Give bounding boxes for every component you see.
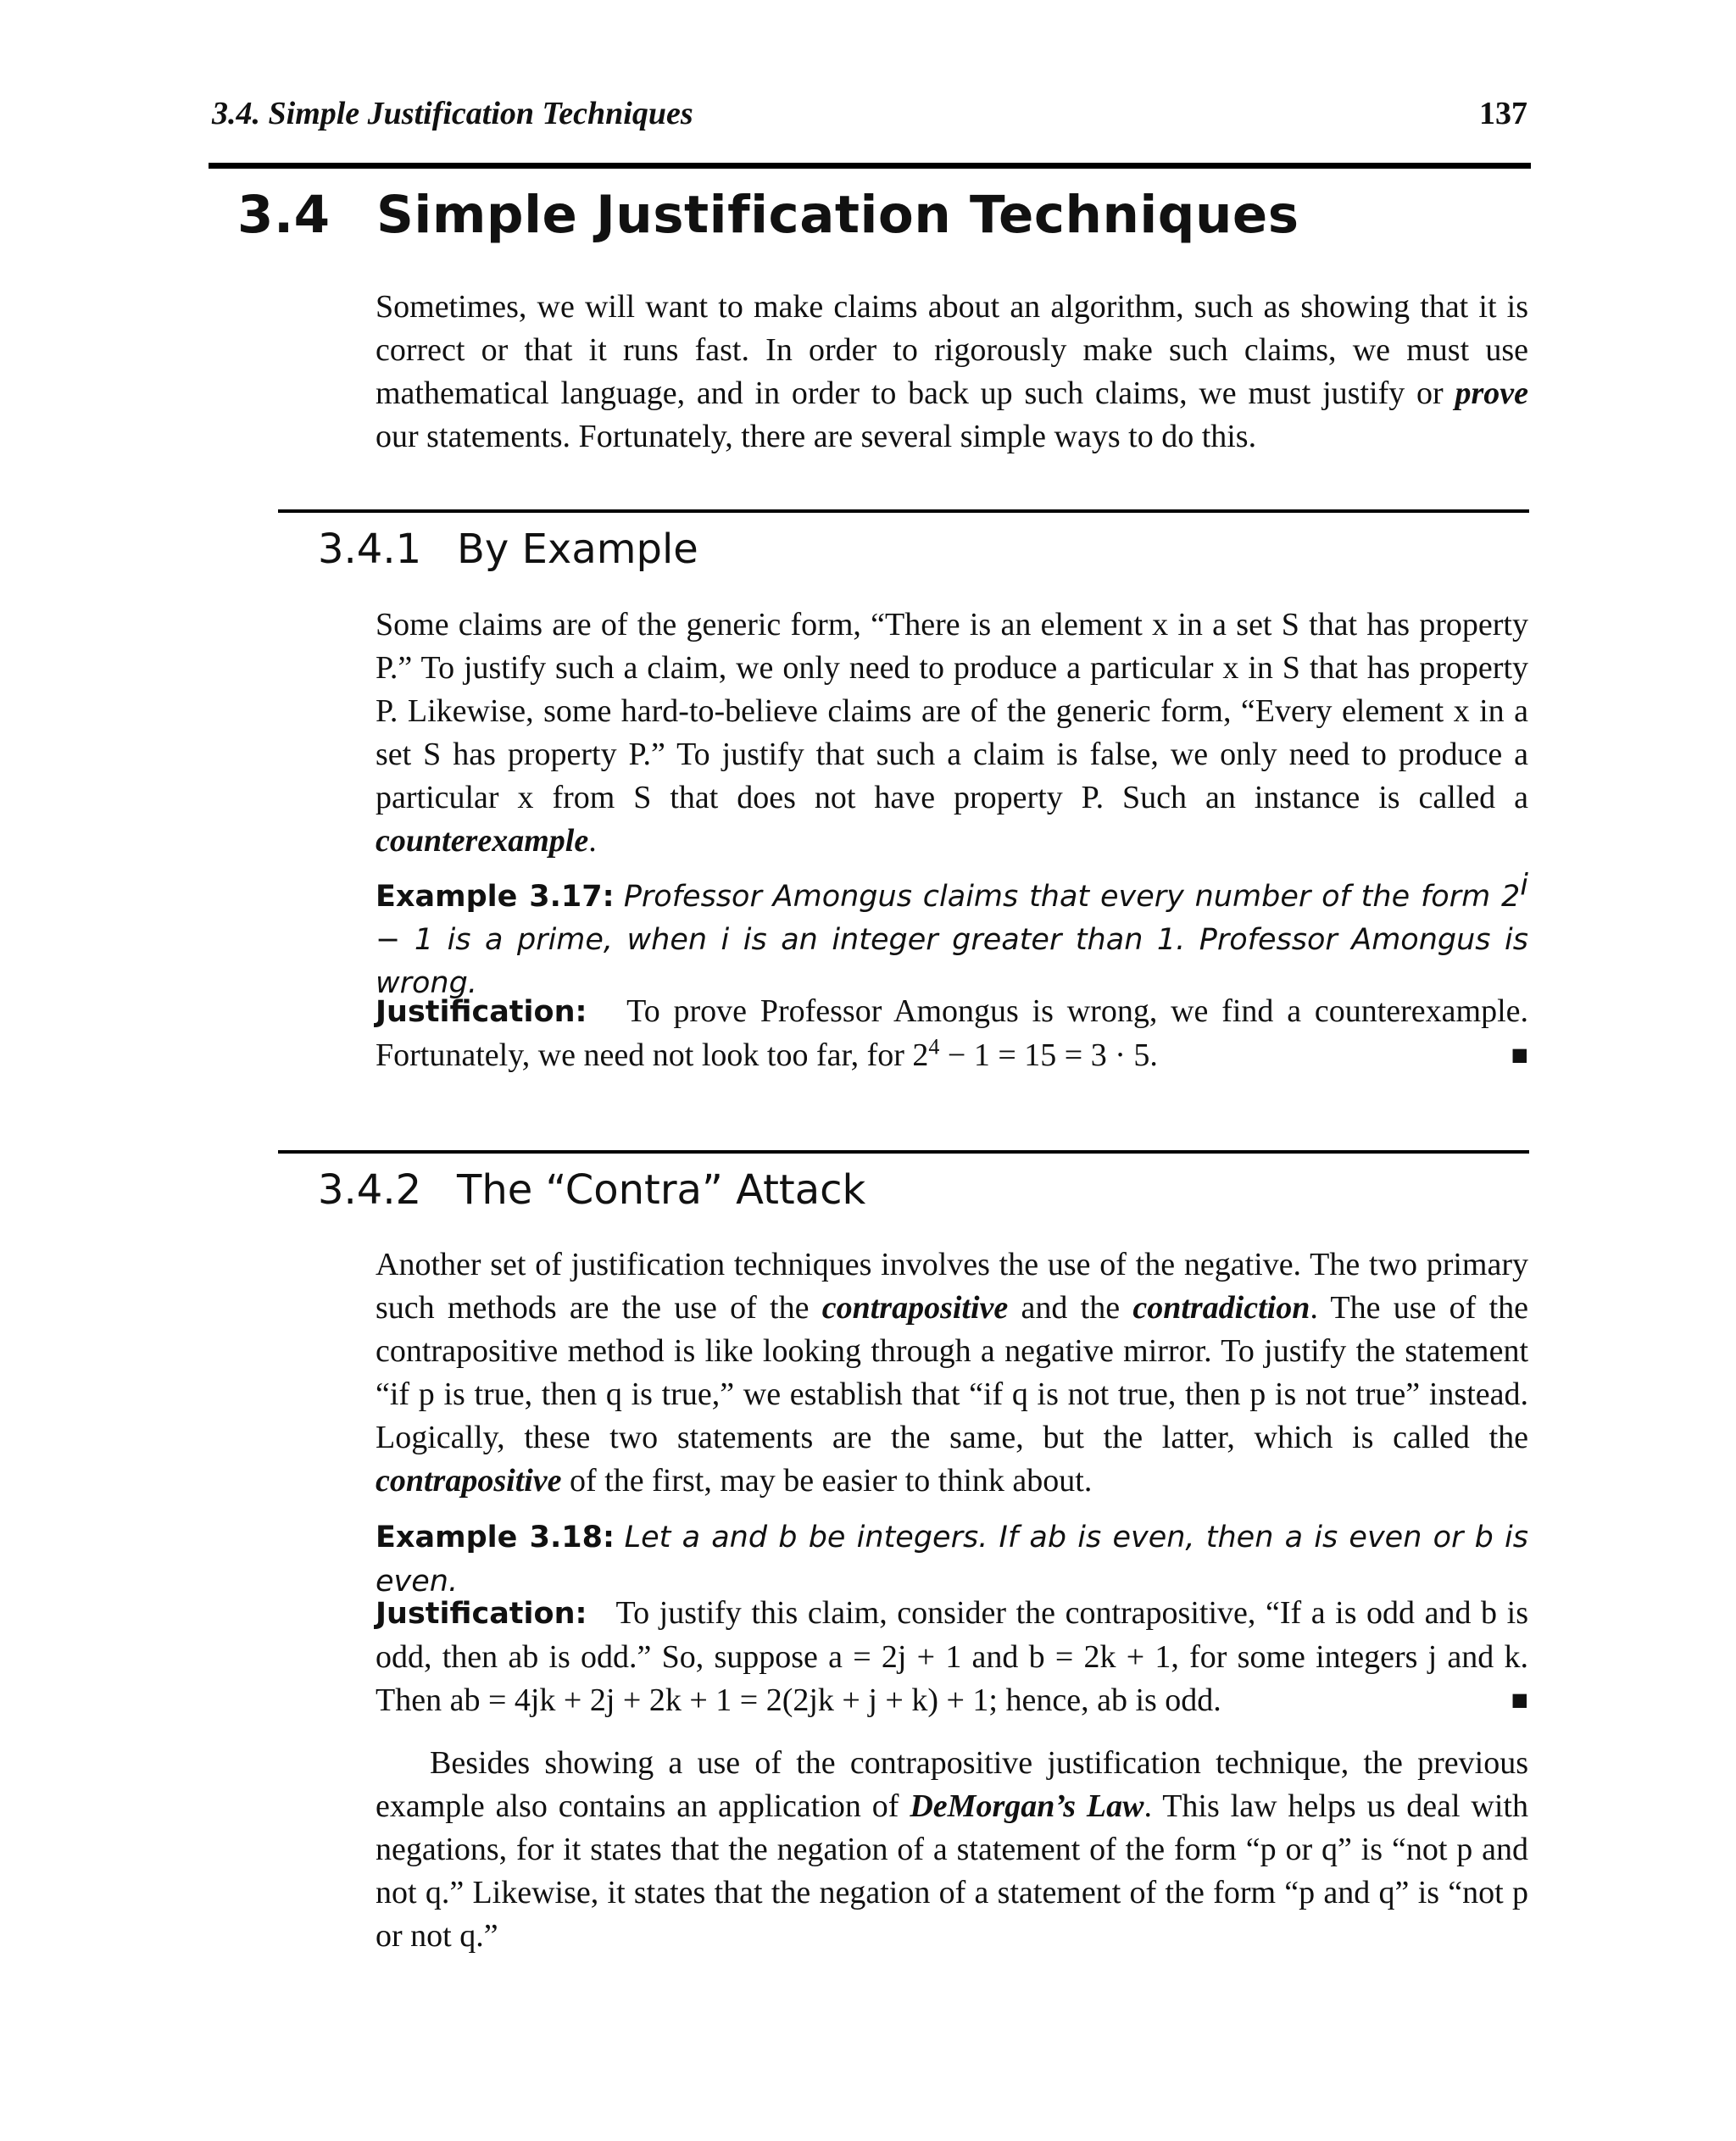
by-example-paragraph <box>376 603 1528 863</box>
justification-3-17 <box>376 990 1528 1077</box>
subsection-rule-2 <box>278 1150 1529 1154</box>
demorgan-text-a: Besides showing a use of the contrapositive justification technique, the previous example also contains an application of <box>376 1745 1528 1824</box>
contra-text-a: Another set of justification techniques involves the use of the negative. The two primary such methods are the use of the <box>376 1247 1528 1326</box>
example-text-2: Let a and b be integers. If ab is even, then a is even or b is even. <box>376 1521 1529 1599</box>
term-contrapositive-2: contrapositive <box>376 1463 562 1499</box>
term-counterexample: counterexample <box>376 823 589 859</box>
subsection-rule-1 <box>278 509 1529 513</box>
justification-text-2: To justify this claim, consider the contrapositive, “If a is odd and b is odd, then ab is odd.” So, suppose a = 2j + 1 and b = 2k + 1, for some integers j and k. Then ab = 4jk + 2j + 2k + 1 = 2(2jk + j + k) + 1; hence, ab is odd. <box>376 1595 1528 1718</box>
by-example-text: Some claims are of the generic form, “There is an element x in a set S that has property P.” To justify such a claim, we only need to produce a particular x in S that has property P. Likewise, some hard-to-believe claims are of the generic form, “Every element x in a set S has property P.” To justify that such a claim is false, we only need to produce a particular x from S that does not have property P. Such an instance is called a <box>376 607 1528 815</box>
contra-text-b: and the <box>1008 1290 1133 1326</box>
example-3-17 <box>376 868 1528 1004</box>
intro-text-end: our statements. Fortunately, there are several simple ways to do this. <box>376 419 1257 454</box>
contra-text-d: of the first, may be easier to think about. <box>561 1463 1093 1499</box>
section-title: Simple Justification Techniques <box>376 185 1299 245</box>
subsection-title-2: The “Contra” Attack <box>457 1166 866 1214</box>
header-rule <box>209 163 1531 169</box>
justification-text-a: To prove Professor Amongus is wrong, we find a counterexample. Fortunately, we need not look too far, for 2 <box>376 993 1528 1073</box>
intro-text: Sometimes, we will want to make claims about an algorithm, such as showing that it is correct or that it runs fast. In order to rigorously make such claims, we must use mathematical language, and in order to back up such claims, we must justify or <box>376 289 1528 411</box>
page-number: 137 <box>1479 96 1527 131</box>
running-head <box>212 95 1527 132</box>
justification-3-18 <box>376 1592 1528 1722</box>
term-prove: prove <box>1455 375 1528 411</box>
subsection-heading-1 <box>318 526 698 573</box>
qed-symbol-2: ■ <box>1511 1685 1528 1716</box>
term-contrapositive: contrapositive <box>821 1290 1009 1326</box>
demorgan-text-b: . This law helps us deal with negations, for it states that the negation of a statement of the form “p or q” is “not p and not q.” Likewise, it states that the negation of a statement of the form “p and q” is “not p or not q.” <box>376 1788 1528 1954</box>
term-contradiction: contradiction <box>1132 1290 1310 1326</box>
qed-symbol: ■ <box>1511 1040 1528 1071</box>
section-number: 3.4 <box>237 185 331 245</box>
term-demorgans-law: DeMorgan’s Law <box>910 1788 1144 1824</box>
section-heading <box>237 185 1299 245</box>
example-label-2: Example 3.18: <box>376 1521 615 1554</box>
justification-sup: 4 <box>928 1034 940 1059</box>
intro-paragraph <box>376 286 1528 459</box>
example-sup: i <box>1520 868 1528 903</box>
justification-label-2: Justification: <box>376 1597 587 1631</box>
demorgan-paragraph <box>376 1742 1528 1958</box>
running-title: 3.4. Simple Justification Techniques <box>212 96 693 131</box>
example-text-a: Professor Amongus claims that every number of the form 2 <box>623 880 1521 914</box>
justification-text-b: − 1 = 15 = 3 · 5. <box>939 1037 1158 1073</box>
subsection-heading-2 <box>318 1166 865 1214</box>
example-text-b: − 1 is a prime, when i is an integer greater than 1. Professor Amongus is wrong. <box>376 923 1528 1000</box>
contra-paragraph <box>376 1243 1528 1503</box>
by-example-end: . <box>588 823 597 859</box>
justification-label: Justification: <box>376 995 587 1029</box>
subsection-title-1: By Example <box>457 526 698 573</box>
example-label: Example 3.17: <box>376 880 615 914</box>
contra-text-c: . The use of the contrapositive method is like looking through a negative mirror. To justify the statement “if p is true, then q is true,” we establish that “if q is not true, then p is not true” instead. Logically, these two statements are the same, but the latter, which is called the <box>376 1290 1528 1455</box>
subsection-number-2: 3.4.2 <box>318 1166 422 1214</box>
example-3-18 <box>376 1515 1528 1604</box>
subsection-number-1: 3.4.1 <box>318 526 422 573</box>
